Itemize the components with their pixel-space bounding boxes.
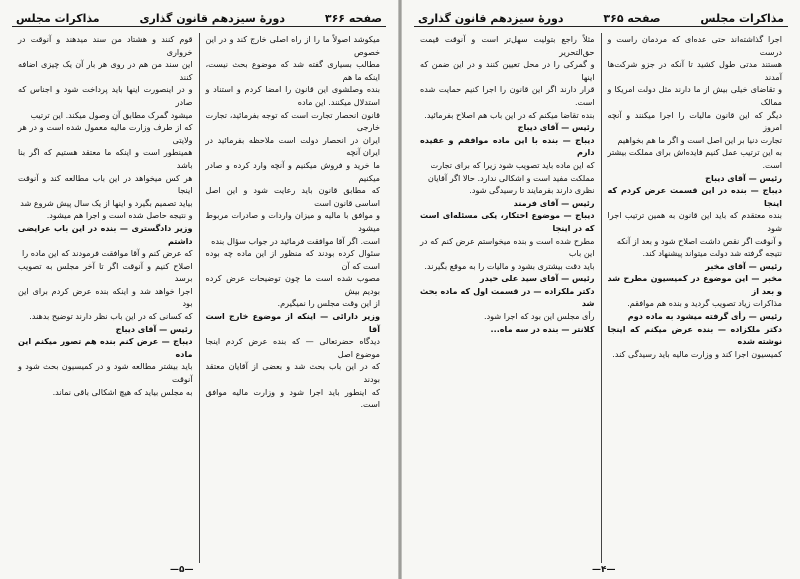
right-page-left-col-line: مملکت مفید است و اشکالی ندارد. حالا اگر آقایان [427, 172, 595, 183]
left-page-left-col-line: وزیر دادگستری — بنده در این باب عرایضی داشتم [18, 222, 193, 246]
left-page-left-col-line: همینطور است و اینکه ما معتقد هستیم که اگر بنا باشد [18, 147, 193, 170]
right-page-left-col-line: بنده تقاضا میکنم که در این باب هم اصلاح بفرمائید. [424, 109, 595, 120]
right-page-right-col-line: مذاکرات زیاد تصویب گردید و بنده هم موافقم. [627, 298, 782, 309]
right-page-right-col-line: و تقاضای خیلی بیش از ما دارند مثل دولت امریکا و ممالک [607, 84, 782, 107]
right-page-left-col-line: دیباج — بنده با این ماده موافقم و عقیده دارم [420, 134, 595, 158]
left-page-left-col-line: اصلاح کنیم و آنوقت اگر تا آخر مجلس به تصویب برسد [18, 260, 193, 284]
right-page-left-col-line: رئیس — آقای سید علی حیدر [479, 273, 595, 284]
left-page-left-col-line: باید بیشتر مطالعه شود و در کمیسیون بحث شود و آنوقت [18, 361, 193, 385]
left-page-right-col-line: مطالب بسیاری گفته شد که موضوع بحث نیست، اینکه ما هم [205, 59, 380, 82]
right-page-left-col-line: نظری دارند بفرمایند تا رسیدگی شود. [469, 185, 595, 196]
right-page-right-col-line: رئیس — آقای دیباج [705, 172, 782, 183]
right-page-column-right [602, 33, 789, 563]
left-page-left-col-line: میشود گمرک مطابق آن وصول میکند. این ترتیب [30, 109, 193, 120]
left-page-right-col-line: از این وقت مجلس را نمیگیرم. [277, 298, 380, 309]
right-page-right-col-line: دیباج — بنده در این قسمت عرض کردم که اینجا [607, 185, 782, 208]
left-page-left-col-line: هر کس میخواهد در این باب مطالعه کند و آنوقت اینجا [18, 172, 193, 196]
left-page-left-col-line: که از طرف وزارت مالیه معمول شده است و در هر ولایتی [18, 122, 193, 145]
right-page-left-col-line: که این ماده باید تصویب شود زیرا که برای تجارت [430, 159, 595, 170]
left-page-right-col-line: که در این باب بحث شد و بعضی از آقایان معتقد بودند [205, 361, 380, 385]
left-page-left-col-line: که عرض کنم و آقا موافقت فرمودند که این ماده را [22, 248, 193, 259]
left-page-left-col-line: بیاید تصمیم بگیرد و اینها از یک سال پیش شروع شد [20, 197, 193, 208]
right-page-section: مذاکرات مجلس [700, 11, 784, 25]
left-page-left-col-line: قوم کنند و هشتاد من سند میدهند و آنوقت در خرواری [18, 34, 193, 57]
right-page-title: دورهٔ سیزدهم قانون گذاری [418, 11, 564, 25]
right-page-left-col-line: رأی مجلس این بود که اجرا شود. [484, 311, 595, 322]
left-page-right-col-line: میکوشد اصولاً ما را از راه اصلی خارج کند و در این خصوص [205, 34, 380, 57]
right-page-column-left [414, 33, 602, 563]
right-page-left-col-line: دکتر ملکزاده — در قسمت اول که ماده بحث شد [420, 285, 595, 309]
left-page-left-col-line: و نتیجه حاصل شده است و اجرا هم میشود. [46, 210, 193, 221]
right-page-left-col-line: مطرح شده است و بنده میخواستم عرض کنم که در این باب [420, 235, 595, 259]
left-page-left-col-line: که کسانی که در این باب نظر دارند توضیح بدهند. [29, 311, 193, 322]
left-page-right-col-line: ایران در انحصار دولت است ملاحظه بفرمائید در ایران آنچه [205, 134, 380, 158]
left-page-right-col-line: وزیر دارائی — اینکه از موضوع خارج است آقا [205, 311, 380, 334]
left-page-title: دورهٔ سیزدهم قانون گذاری [139, 11, 285, 25]
right-page-right-col-line: به این ترتیب عمل کنیم فایده‌اش برای مملکت بیشتر است. [607, 147, 782, 170]
left-page-right-col-line: ما خرید و فروش میکنیم و آنچه وارد کرده و صادر میکنیم [205, 159, 380, 183]
right-page-footer: —۴— [592, 565, 616, 575]
right-page-right-col-line: دکتر ملکزاده — بنده عرض میکنم که اینجا نوشته شده [607, 323, 782, 347]
left-page-number: صفحه ۳۶۶ [324, 11, 382, 25]
right-page-right-col-line: رئیس — آقای مخبر [705, 260, 782, 271]
left-page-column-left [12, 33, 200, 563]
left-page-left-col-line: اجرا خواهد شد و اینکه بنده عرض کردم برای این بود [18, 285, 193, 309]
left-page-columns [12, 33, 386, 563]
right-page-right-col-line: مخبر — این موضوع در کمیسیون مطرح شد و بعد از [607, 273, 782, 296]
right-page-right-col-line: اجرا گذاشته‌اند حتی عده‌ای که مردمان راست و درست [607, 34, 782, 57]
left-page-right-col-line: دیدگاه حضرتعالی — که بنده عرض کردم اینجا موضوع اصل [205, 336, 380, 359]
right-page-columns [414, 33, 788, 563]
right-page-right-col-line: کمیسیون اجرا کند و وزارت مالیه باید رسیدگی کند. [612, 348, 782, 359]
right-page [402, 0, 800, 579]
right-page-right-col-line: و آنوقت اگر نقص داشت اصلاح شود و بعد از آنکه [616, 235, 782, 246]
left-page-left-col-line: دیباج — عرض کنم بنده هم تصور میکنم این ماده [18, 336, 193, 359]
right-page-left-col-line: رئیس — آقای دیباج [517, 122, 595, 133]
right-page-left-col-line: و گمرکی را در محل تعیین کنند و در این ضمن که اینها [420, 59, 595, 82]
right-page-number: صفحه ۳۶۵ [603, 11, 661, 25]
right-page-left-col-line: رئیس — آقای فرمند [513, 197, 595, 208]
right-page-right-col-line: هستند مدتی طول کشید تا آنکه در جزو شرکت‌ها آمدند [607, 59, 782, 82]
left-page-right-col-line: مصوب شده است ما چون توضیحات عرض کرده بودیم بیش [205, 273, 380, 296]
left-page-right-col-line: سئوال کرده بودند که منظور از این ماده چه بوده است که آن [205, 248, 380, 271]
right-page-right-col-line: نتیجه گرفته شد دولت میتواند پیشنهاد کند. [642, 248, 782, 259]
right-page-left-col-line: مثلاً راجع بتولیت سهل‌تر است و آنوقت قیمت حق‌التحریر [420, 34, 595, 57]
right-page-left-col-line: قرار دارند اگر این قانون را اجرا کنیم حمایت شده است. [420, 84, 595, 107]
left-page-left-col-line: به مجلس بیاید که هیچ اشکالی باقی نماند. [52, 386, 193, 397]
right-page-right-col-line: تجارت دنیا بر این اصل است و اگر ما هم بخواهیم [617, 134, 782, 145]
left-page-left-col-line: و در اینصورت اینها باید پرداخت شود و اجناس که صادر [18, 84, 193, 107]
right-page-left-col-line: باید دقت بیشتری بشود و مالیات را به موقع بگیرند. [424, 260, 595, 271]
left-page-header [12, 10, 386, 27]
left-page-column-right [200, 33, 387, 563]
left-page-footer: —۵— [170, 565, 194, 575]
left-page-right-col-line: است. اگر آقا موافقت فرمائید در جواب سؤال بنده [211, 235, 380, 246]
left-page-right-col-line: و موافق با مالیه و میزان واردات و صادرات مربوط میشود [205, 210, 380, 233]
right-page-right-col-line: بنده معتقدم که باید این قانون به همین ترتیب اجرا شود [607, 210, 782, 233]
right-page-right-col-line: رئیس — رأی گرفته میشود به ماده دوم [627, 311, 782, 322]
left-page-right-col-line: که مطابق قانون باید رعایت شود و این اصل اساسی قانون است [205, 185, 380, 208]
right-page-left-col-line: دیباج — موضوع احتکار، یکی مسئله‌ای است که در اینجا [420, 210, 595, 233]
right-page-left-col-line: کلانتر — بنده در سه ماه... [490, 323, 595, 334]
left-page [0, 0, 398, 579]
left-page-left-col-line: رئیس — آقای دیباج [115, 323, 193, 334]
left-page-left-col-line: این سند من هم در روی هر بار آن یک چیزی اضافه کنند [18, 59, 193, 82]
right-page-header [414, 10, 788, 27]
right-page-right-col-line: دیگر که این قانون مالیات را اجرا میکنند و آنچه امروز [607, 109, 782, 133]
left-page-section: مذاکرات مجلس [16, 11, 100, 25]
left-page-right-col-line: که اینطور باید اجرا شود و وزارت مالیه موافق است. [205, 386, 380, 410]
left-page-right-col-line: بنده وصلشوی این قانون را امضا کردم و استناد و استدلال میکنند. این ماده [205, 84, 380, 107]
left-page-right-col-line: قانون انحصار تجارت است که توجه بفرمائید، تجارت خارجی [205, 109, 380, 133]
